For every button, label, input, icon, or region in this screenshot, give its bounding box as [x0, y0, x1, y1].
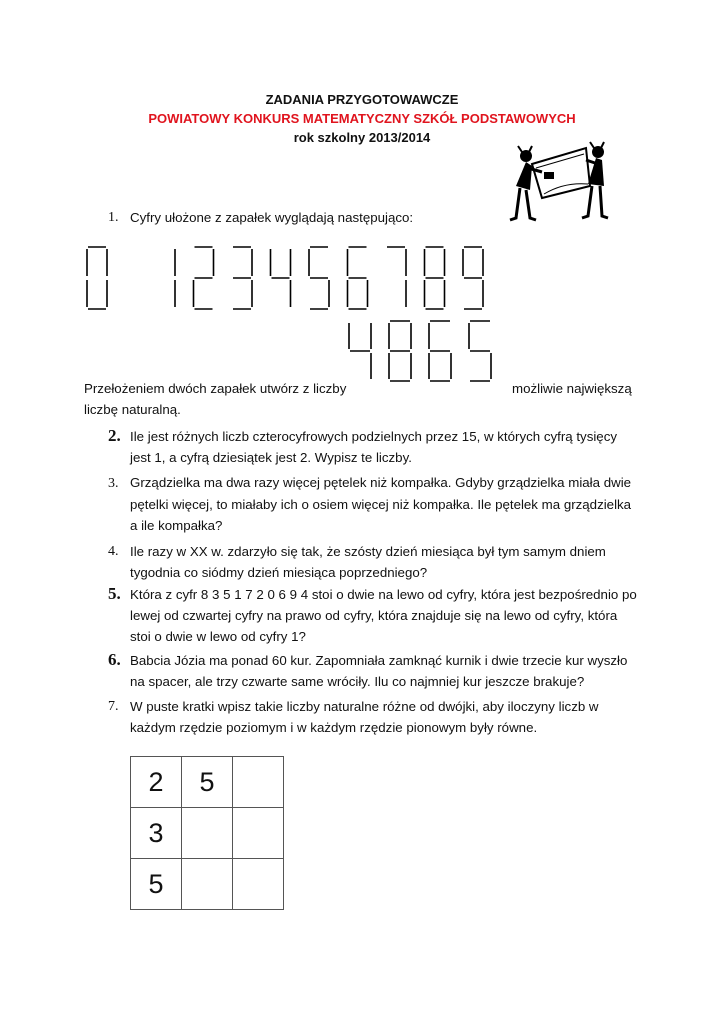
matchstick-digit	[348, 247, 368, 309]
task-1-question-end: możliwie największą	[512, 381, 632, 396]
task-1-number: 1.	[108, 210, 119, 225]
matchstick-digit	[87, 247, 107, 309]
task-6-number: 6.	[108, 650, 121, 669]
title-line-3: rok szkolny 2013/2014	[293, 130, 431, 145]
task-7-line-1: W puste kratki wpisz takie liczby naturalne różne od dwójki, aby iloczyny liczb w	[130, 699, 599, 714]
task-3-number: 3.	[108, 476, 119, 491]
task-1-question-tail: liczbę naturalną.	[84, 402, 181, 417]
task-6-line-2: na spacer, ale trzy czwarte same wróciły. Ilu co najmniej kur jeszcze brakuje?	[130, 674, 585, 689]
grid-row	[131, 808, 284, 859]
task-5-line-3: stoi o dwie w lewo od cyfry 1?	[130, 629, 306, 644]
grid-cell[interactable]	[233, 757, 284, 808]
matchstick-digit	[389, 321, 411, 381]
task-1-question-start: Przełożeniem dwóch zapałek utwórz z liczby	[84, 381, 347, 396]
matchstick-digit	[271, 249, 291, 307]
matchstick-digit	[469, 321, 491, 381]
task-7-line-2: każdym rzędzie poziomym i w każdym rzędzie pionowym były równe.	[130, 720, 538, 735]
matchstick-digit	[349, 323, 371, 379]
task-2-number: 2.	[108, 426, 121, 445]
grid-cell[interactable]	[233, 808, 284, 859]
matchstick-digit	[463, 247, 483, 309]
matchstick-digits-row	[84, 246, 504, 314]
matchstick-digit	[387, 247, 406, 307]
matchstick-digit	[429, 321, 451, 381]
people-carrying-sign-illustration	[504, 138, 614, 226]
task-4-number: 4.	[108, 544, 119, 559]
title-line-2: POWIATOWY KONKURS MATEMATYCZNY SZKÓŁ PODSTAWOWYCH	[148, 111, 576, 126]
task-5-number: 5.	[108, 584, 121, 603]
grid-cell[interactable]: 3	[131, 808, 182, 859]
task-4-line-2: tygodnia co siódmy dzień miesiąca poprzedniego?	[130, 565, 428, 580]
grid-cell[interactable]	[182, 808, 233, 859]
task-3-line-1: Grządzielka ma dwa razy więcej pętelek niż kompałka. Gdyby grządzielka miała dwie	[130, 475, 632, 490]
grid-row	[131, 757, 284, 808]
number-grid	[130, 756, 284, 910]
matchstick-digit	[425, 247, 445, 309]
task-7-number: 7.	[108, 699, 119, 714]
task-3-line-3: a ile kompałka?	[130, 518, 223, 533]
grid-cell[interactable]: 5	[182, 757, 233, 808]
task-2-line-1: Ile jest różnych liczb czterocyfrowych podzielnych przez 15, w których cyfrą tysięcy	[130, 429, 617, 444]
task-6-line-1: Babcia Józia ma ponad 60 kur. Zapomniała zamknąć kurnik i dwie trzecie kur wyszło	[130, 653, 628, 668]
grid-cell[interactable]	[233, 859, 284, 910]
matchstick-digit	[309, 247, 329, 309]
task-2-line-2: jest 1, a cyfrą dziesiątek jest 2. Wypisz te liczby.	[130, 450, 412, 465]
grid-cell[interactable]	[182, 859, 233, 910]
task-3-line-2: pętelki więcej, to miałaby ich o osiem więcej niż kompałka. Ile pętelek ma grządzielka	[130, 497, 632, 512]
matchstick-digit	[233, 247, 252, 309]
grid-cell[interactable]: 5	[131, 859, 182, 910]
matchstick-digit	[194, 247, 214, 309]
task-1-intro: Cyfry ułożone z zapałek wyglądają następująco:	[130, 210, 414, 225]
matchstick-number	[344, 320, 509, 386]
task-5-line-2: lewej od czwartej cyfry na prawo od cyfry, która znajduje się na lewo od cyfry, która	[130, 608, 618, 623]
title-line-1: ZADANIA PRZYGOTOWAWCZE	[265, 92, 459, 107]
grid-cell[interactable]: 2	[131, 757, 182, 808]
task-4-line-1: Ile razy w XX w. zdarzyło się tak, że szósty dzień miesiąca był tym samym dniem	[130, 544, 606, 559]
task-5-line-1: Która z cyfr 8 3 5 1 7 2 0 6 9 4 stoi o dwie na lewo od cyfry, która jest bezpośrednio po	[130, 587, 637, 602]
grid-row	[131, 859, 284, 910]
